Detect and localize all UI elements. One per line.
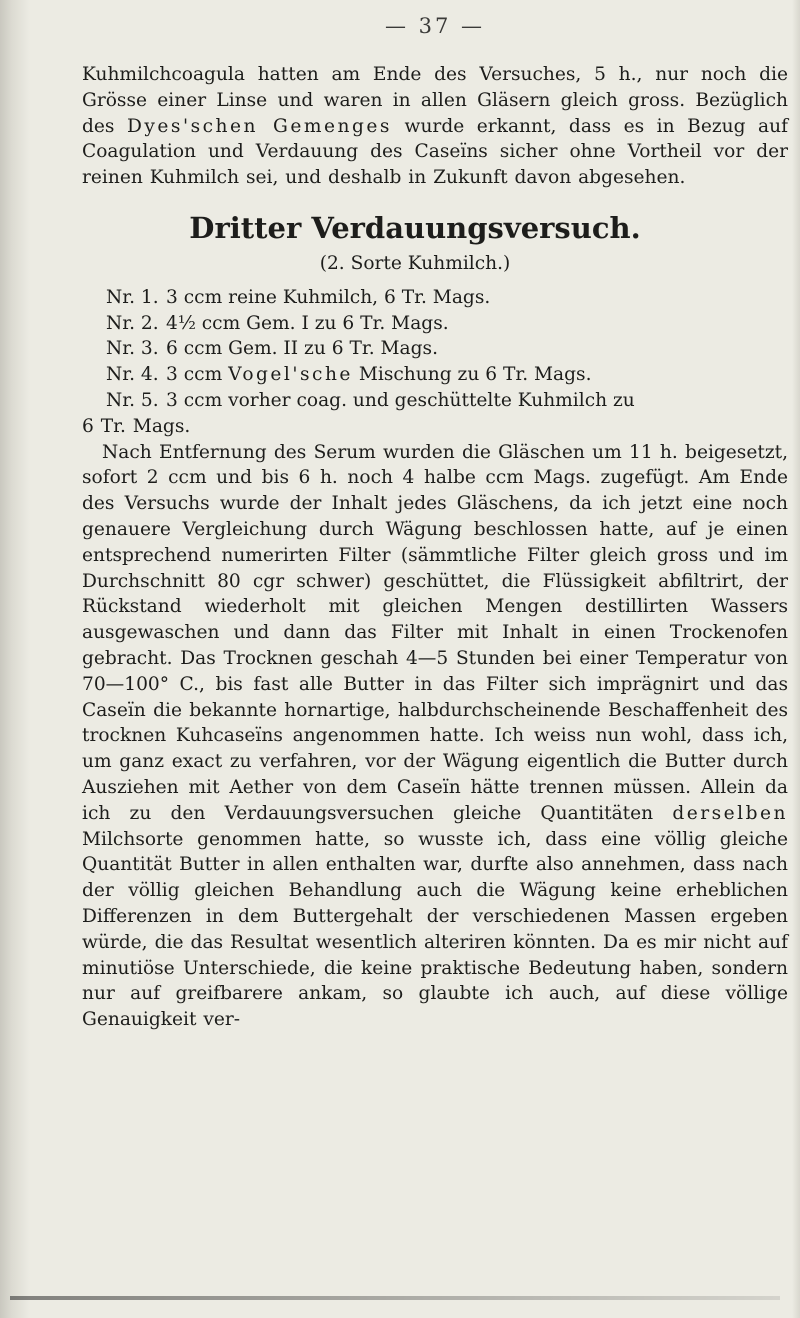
document-page: [82, 14, 789, 1033]
scan-shadow-left: [0, 0, 30, 1318]
sample-description-post: Mischung zu 6 Tr. Mags.: [352, 364, 592, 386]
sample-number: Nr. 1.: [106, 286, 159, 308]
sample-entry-continuation: 6 Tr. Mags.: [82, 415, 191, 437]
section-subheading: (2. Sorte Kuhmilch.): [319, 252, 511, 274]
intro-text-rest: wurde erkannt, dass es in Bezug auf Coagulation und Verdauung des Caseïns sicher ohne Vortheil vor der reinen Kuhmilch sei, und deshalb in Zukunft davon abgesehen.: [82, 115, 789, 189]
body-text: Nach Entfernung des Serum wurden die Gläschen um 11 h. beigesetzt, sofort 2 ccm und bis 6 h. noch 4 halbe ccm Mags. zugefügt. Am Ende des Versuchs wurde der Inhalt jedes Gläschens, da ich jetzt eine noch genauere Vergleichung durch Wägung beschlossen hatte, auf je einen entsprechend numerirten Filter (sämmtliche Filter gleich gross und im Durchschnitt 80 cgr schwer) geschüttet, die Flüssigkeit abfiltrirt, der Rückstand wiederholt mit gleichen Mengen destillirten Wassers ausgewaschen und dann das Filter mit Inhalt in einen Trockenofen gebracht. Das Trocknen geschah 4—5 Stunden bei einer Temperatur von 70—100° C., bis fast alle Butter in das Filter sich imprägnirt und das Caseïn die bekannte hornartige, halbdurchscheinende Beschaffenheit des trocknen Kuhcaseïns angenommen hatte. Ich weiss nun wohl, dass ich, um ganz exact zu verfahren, vor der Wägung eigentlich die Butter durch Ausziehen mit Aether von dem Caseïn hätte trennen müssen. Allein da ich zu den Verdauungsversuchen gleiche Quantitäten: [82, 441, 788, 824]
intro-spaced-term: Dyes'schen Gemenges: [127, 115, 392, 137]
sample-entry: [82, 285, 788, 311]
sample-description: 3 ccm reine Kuhmilch, 6 Tr. Mags.: [166, 286, 491, 308]
sample-number: Nr. 3.: [106, 338, 159, 360]
sample-description-spaced: Vogel'sche: [228, 364, 353, 386]
sample-list: [82, 285, 788, 414]
sample-entry: [82, 311, 788, 337]
body-spaced-term: derselben: [672, 802, 788, 824]
sample-number: Nr. 5.: [106, 389, 159, 411]
scan-shadow-right: [792, 0, 800, 1318]
intro-text: Kuhmilchcoagula hatten am Ende des Versuches, 5 h., nur noch die Grösse einer Linse und waren in allen Gläsern gleich gross. Bezüglich des: [82, 64, 788, 137]
page-number: — 37 —: [384, 14, 486, 38]
sample-number: Nr. 2.: [106, 312, 159, 334]
section-heading: Dritter Verdauungsversuch.: [189, 210, 641, 245]
sample-description: 4½ ccm Gem. I zu 6 Tr. Mags.: [166, 312, 449, 334]
body-text-rest: Milchsorte genommen hatte, so wusste ich, dass eine völlig gleiche Quantität Butter in allen enthalten war, durfte also annehmen, dass nach der völlig gleichen Behandlung auch die Wägung keine erheblichen Differenzen in dem Buttergehalt der verschiedenen Massen ergeben würde, die das Resultat wesentlich alteriren könnten. Da es mir nicht auf minutiöse Unterschiede, die keine praktische Bedeutung haben, sondern nur auf greifbarere ankam, so glaubte ich auch, auf diese völlige Genauigkeit ver-: [82, 828, 788, 1031]
sample-description: 3 ccm vorher coag. und geschüttelte Kuhmilch zu: [166, 389, 635, 411]
sample-entry: [82, 388, 788, 414]
sample-number: Nr. 4.: [106, 364, 159, 386]
sample-description: 6 ccm Gem. II zu 6 Tr. Mags.: [166, 338, 438, 360]
intro-paragraph: [82, 62, 788, 191]
sample-description-pre: 3 ccm: [166, 364, 229, 386]
body-paragraph: [82, 440, 788, 1033]
scan-bottom-edge: [10, 1296, 780, 1300]
sample-entry: [82, 362, 788, 388]
sample-entry: [82, 336, 788, 362]
